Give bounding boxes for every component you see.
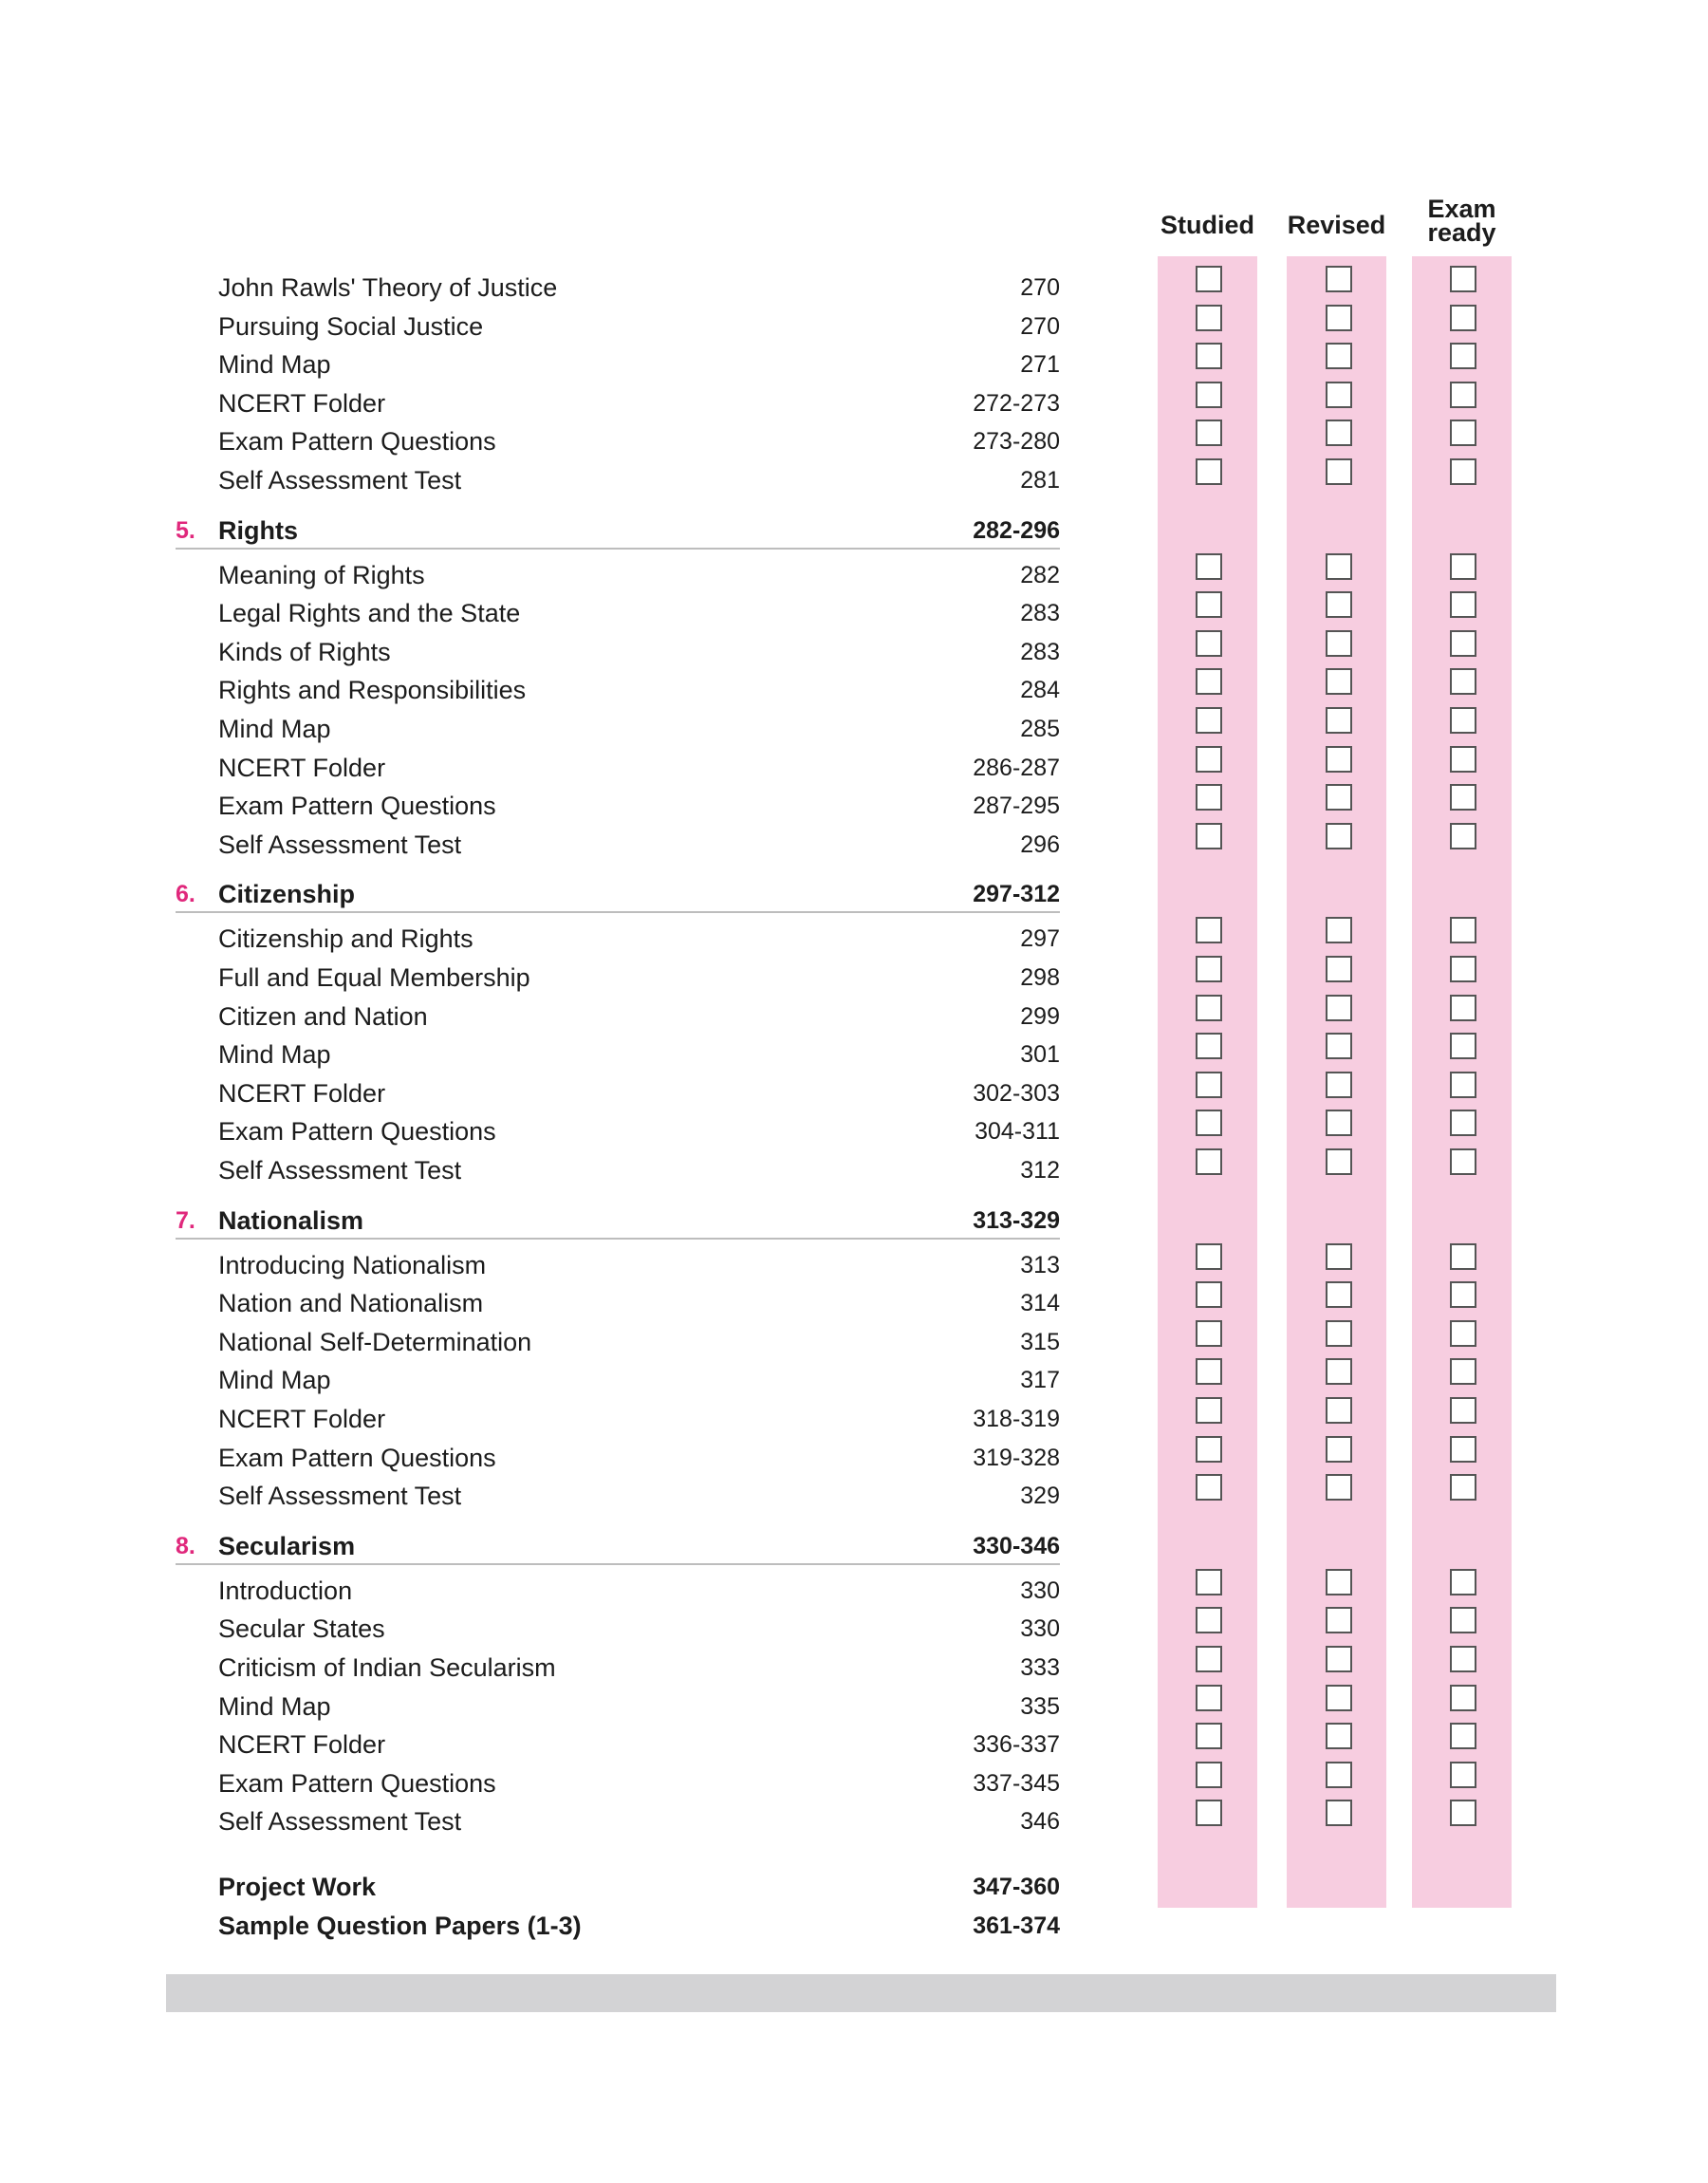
studied-checkbox[interactable] [1196, 458, 1222, 485]
revised-checkbox[interactable] [1326, 343, 1352, 369]
revised-checkbox[interactable] [1326, 591, 1352, 618]
chapter-divider [176, 1238, 1060, 1240]
studied-checkbox[interactable] [1196, 707, 1222, 734]
chapter-number: 6. [176, 881, 195, 908]
studied-checkbox[interactable] [1196, 784, 1222, 811]
exam-ready-checkbox[interactable] [1450, 1110, 1476, 1136]
page-range: 282-296 [973, 516, 1060, 544]
exam-ready-checkbox[interactable] [1450, 266, 1476, 292]
revised-checkbox[interactable] [1326, 458, 1352, 485]
page-range: 346 [1020, 1808, 1060, 1836]
chapter-number: 7. [176, 1206, 195, 1234]
toc-entry [0, 1907, 1708, 1945]
exam-ready-checkbox[interactable] [1450, 956, 1476, 982]
page-range: 329 [1020, 1483, 1060, 1510]
revised-checkbox[interactable] [1326, 784, 1352, 811]
entry-title: NCERT Folder [218, 1078, 386, 1108]
chapter-divider [176, 548, 1060, 550]
studied-checkbox[interactable] [1196, 1762, 1222, 1788]
exam-ready-checkbox[interactable] [1450, 1320, 1476, 1347]
exam-ready-checkbox[interactable] [1450, 1243, 1476, 1270]
studied-checkbox[interactable] [1196, 266, 1222, 292]
studied-checkbox[interactable] [1196, 382, 1222, 408]
entry-title: Kinds of Rights [218, 637, 391, 666]
revised-checkbox[interactable] [1326, 1607, 1352, 1633]
exam-ready-checkbox[interactable] [1450, 1397, 1476, 1424]
chapter-divider [176, 911, 1060, 913]
page-range: 284 [1020, 677, 1060, 704]
exam-ready-checkbox[interactable] [1450, 1148, 1476, 1175]
revised-checkbox[interactable] [1326, 956, 1352, 982]
studied-checkbox[interactable] [1196, 1320, 1222, 1347]
revised-checkbox[interactable] [1326, 746, 1352, 773]
page-range: 282 [1020, 561, 1060, 588]
entry-title: Exam Pattern Questions [218, 792, 496, 821]
studied-checkbox[interactable] [1196, 956, 1222, 982]
revised-checkbox[interactable] [1326, 1358, 1352, 1385]
revised-checkbox[interactable] [1326, 1569, 1352, 1595]
entry-title: Meaning of Rights [218, 560, 425, 589]
revised-checkbox[interactable] [1326, 1474, 1352, 1501]
revised-checkbox[interactable] [1326, 1436, 1352, 1463]
page-range: 315 [1020, 1328, 1060, 1355]
page-range: 285 [1020, 716, 1060, 742]
page-range: 301 [1020, 1041, 1060, 1069]
studied-checkbox[interactable] [1196, 1800, 1222, 1826]
page-range: 296 [1020, 830, 1060, 858]
exam-ready-checkbox[interactable] [1450, 1723, 1476, 1749]
exam-ready-checkbox[interactable] [1450, 668, 1476, 695]
studied-checkbox[interactable] [1196, 1569, 1222, 1595]
studied-checkbox[interactable] [1196, 1148, 1222, 1175]
page-range: 302-303 [973, 1079, 1060, 1107]
page-range: 330-346 [973, 1532, 1060, 1559]
page-range: 361-374 [973, 1912, 1060, 1939]
studied-checkbox[interactable] [1196, 1072, 1222, 1098]
exam-ready-checkbox[interactable] [1450, 420, 1476, 446]
studied-checkbox[interactable] [1196, 1474, 1222, 1501]
entry-title: Criticism of Indian Secularism [218, 1653, 556, 1682]
page-range: 330 [1020, 1577, 1060, 1604]
revised-checkbox[interactable] [1326, 1397, 1352, 1424]
entry-title: Introduction [218, 1576, 353, 1605]
toc-entry [0, 1868, 1708, 1906]
revised-checkbox[interactable] [1326, 1281, 1352, 1308]
exam-ready-checkbox[interactable] [1450, 1685, 1476, 1711]
studied-checkbox[interactable] [1196, 1646, 1222, 1672]
revised-checkbox[interactable] [1326, 668, 1352, 695]
entry-title: Self Assessment Test [218, 1482, 462, 1511]
exam-ready-checkbox[interactable] [1450, 382, 1476, 408]
studied-checkbox[interactable] [1196, 1685, 1222, 1711]
chapter-heading [0, 875, 1708, 913]
revised-checkbox[interactable] [1326, 1110, 1352, 1136]
revised-checkbox[interactable] [1326, 382, 1352, 408]
revised-checkbox[interactable] [1326, 995, 1352, 1021]
revised-checkbox[interactable] [1326, 1072, 1352, 1098]
studied-checkbox[interactable] [1196, 668, 1222, 695]
studied-checkbox[interactable] [1196, 630, 1222, 657]
revised-checkbox[interactable] [1326, 1800, 1352, 1826]
entry-title: Full and Equal Membership [218, 963, 530, 992]
chapter-divider [176, 1563, 1060, 1565]
chapter-title: Secularism [218, 1531, 356, 1560]
page-range: 297-312 [973, 881, 1060, 908]
page-range: 312 [1020, 1157, 1060, 1184]
page-range: 317 [1020, 1367, 1060, 1394]
chapter-number: 5. [176, 516, 195, 544]
footer-bar [166, 1974, 1556, 2012]
studied-checkbox[interactable] [1196, 1281, 1222, 1308]
exam-ready-checkbox[interactable] [1450, 1281, 1476, 1308]
revised-checkbox[interactable] [1326, 630, 1352, 657]
revised-checkbox[interactable] [1326, 553, 1352, 580]
studied-checkbox[interactable] [1196, 1243, 1222, 1270]
studied-checkbox[interactable] [1196, 1358, 1222, 1385]
exam-ready-checkbox[interactable] [1450, 995, 1476, 1021]
page-range: 333 [1020, 1654, 1060, 1681]
entry-title: Mind Map [218, 1040, 331, 1070]
exam-ready-checkbox[interactable] [1450, 707, 1476, 734]
page-range: 347-360 [973, 1874, 1060, 1900]
revised-checkbox[interactable] [1326, 1033, 1352, 1059]
chapter-title: Nationalism [218, 1205, 364, 1235]
revised-checkbox[interactable] [1326, 917, 1352, 943]
page-range: 313-329 [973, 1206, 1060, 1234]
revised-checkbox[interactable] [1326, 266, 1352, 292]
entry-title: Exam Pattern Questions [218, 1117, 496, 1147]
entry-title: Citizen and Nation [218, 1001, 428, 1031]
studied-checkbox[interactable] [1196, 420, 1222, 446]
entry-title: NCERT Folder [218, 1405, 386, 1433]
studied-checkbox[interactable] [1196, 1110, 1222, 1136]
page-range: 313 [1020, 1251, 1060, 1278]
chapter-heading [0, 1527, 1708, 1565]
revised-checkbox[interactable] [1326, 1243, 1352, 1270]
chapter-heading [0, 1202, 1708, 1240]
entry-title: Introducing Nationalism [218, 1250, 487, 1279]
entry-title: Exam Pattern Questions [218, 1768, 496, 1798]
entry-title: Self Assessment Test [218, 830, 462, 859]
exam-ready-checkbox[interactable] [1450, 823, 1476, 849]
entry-title: Self Assessment Test [218, 1156, 462, 1185]
exam-ready-checkbox[interactable] [1450, 746, 1476, 773]
revised-checkbox[interactable] [1326, 707, 1352, 734]
entry-title: Citizenship and Rights [218, 924, 473, 954]
chapter-number: 8. [176, 1532, 195, 1559]
page-range: 273-280 [973, 428, 1060, 456]
page-range: 304-311 [975, 1118, 1060, 1146]
exam-ready-checkbox[interactable] [1450, 1033, 1476, 1059]
entry-title: Sample Question Papers (1-3) [218, 1911, 582, 1940]
studied-checkbox[interactable] [1196, 917, 1222, 943]
entry-title: National Self-Determination [218, 1327, 532, 1356]
page-range: 286-287 [973, 754, 1060, 781]
exam-ready-checkbox[interactable] [1450, 630, 1476, 657]
page-range: 319-328 [973, 1444, 1060, 1471]
entry-title: Project Work [218, 1873, 377, 1901]
entry-title: NCERT Folder [218, 388, 386, 418]
studied-checkbox[interactable] [1196, 1397, 1222, 1424]
page-range: 283 [1020, 600, 1060, 627]
page-range: 335 [1020, 1692, 1060, 1720]
entry-title: Self Assessment Test [218, 1807, 462, 1837]
entry-title: Nation and Nationalism [218, 1289, 484, 1318]
entry-title: NCERT Folder [218, 1730, 386, 1760]
entry-title: NCERT Folder [218, 753, 386, 782]
exam-ready-checkbox[interactable] [1450, 1569, 1476, 1595]
studied-checkbox[interactable] [1196, 1723, 1222, 1749]
page-range: 318-319 [973, 1406, 1060, 1432]
studied-checkbox[interactable] [1196, 1607, 1222, 1633]
entry-title: Exam Pattern Questions [218, 1443, 496, 1472]
studied-checkbox[interactable] [1196, 343, 1222, 369]
entry-title: John Rawls' Theory of Justice [218, 273, 558, 302]
chapter-title: Rights [218, 515, 298, 545]
studied-checkbox[interactable] [1196, 823, 1222, 849]
exam-ready-checkbox[interactable] [1450, 1358, 1476, 1385]
page-range: 270 [1020, 312, 1060, 340]
page-range: 272-273 [973, 389, 1060, 417]
exam-ready-column-heading: Exam ready [1427, 195, 1496, 247]
studied-checkbox[interactable] [1196, 995, 1222, 1021]
page-range: 299 [1020, 1002, 1060, 1030]
revised-checkbox[interactable] [1326, 1320, 1352, 1347]
studied-checkbox[interactable] [1196, 746, 1222, 773]
entry-title: Mind Map [218, 715, 331, 743]
exam-ready-checkbox[interactable] [1450, 1436, 1476, 1463]
revised-checkbox[interactable] [1326, 1646, 1352, 1672]
page-range: 287-295 [973, 793, 1060, 820]
entry-title: Self Assessment Test [218, 466, 462, 494]
exam-ready-checkbox[interactable] [1450, 1607, 1476, 1633]
exam-ready-checkbox[interactable] [1450, 784, 1476, 811]
revised-checkbox[interactable] [1326, 823, 1352, 849]
revised-column-heading: Revised [1287, 211, 1386, 239]
entry-title: Secular States [218, 1614, 385, 1644]
exam-ready-checkbox[interactable] [1450, 1072, 1476, 1098]
exam-ready-checkbox[interactable] [1450, 591, 1476, 618]
page-range: 330 [1020, 1615, 1060, 1643]
page-range: 271 [1020, 351, 1060, 379]
entry-title: Pursuing Social Justice [218, 311, 484, 341]
revised-checkbox[interactable] [1326, 1762, 1352, 1788]
studied-checkbox[interactable] [1196, 1436, 1222, 1463]
exam-ready-checkbox[interactable] [1450, 1474, 1476, 1501]
revised-checkbox[interactable] [1326, 1148, 1352, 1175]
studied-checkbox[interactable] [1196, 591, 1222, 618]
exam-ready-checkbox[interactable] [1450, 343, 1476, 369]
entry-title: Rights and Responsibilities [218, 676, 527, 705]
studied-checkbox[interactable] [1196, 1033, 1222, 1059]
page-range: 297 [1020, 925, 1060, 953]
exam-ready-checkbox[interactable] [1450, 1762, 1476, 1788]
page-range: 281 [1020, 467, 1060, 494]
page-range: 270 [1020, 274, 1060, 301]
page-range: 337-345 [973, 1769, 1060, 1797]
page-range: 298 [1020, 964, 1060, 991]
exam-ready-checkbox[interactable] [1450, 305, 1476, 331]
page-range: 314 [1020, 1290, 1060, 1317]
revised-checkbox[interactable] [1326, 420, 1352, 446]
revised-checkbox[interactable] [1326, 305, 1352, 331]
studied-checkbox[interactable] [1196, 305, 1222, 331]
studied-checkbox[interactable] [1196, 553, 1222, 580]
revised-checkbox[interactable] [1326, 1685, 1352, 1711]
entry-title: Legal Rights and the State [218, 599, 521, 628]
page-range: 283 [1020, 638, 1060, 665]
entry-title: Mind Map [218, 1691, 331, 1721]
entry-title: Exam Pattern Questions [218, 427, 496, 457]
chapter-title: Citizenship [218, 880, 356, 909]
entry-title: Mind Map [218, 350, 331, 380]
exam-ready-checkbox[interactable] [1450, 458, 1476, 485]
exam-ready-checkbox[interactable] [1450, 917, 1476, 943]
chapter-heading [0, 512, 1708, 550]
revised-checkbox[interactable] [1326, 1723, 1352, 1749]
page-range: 336-337 [973, 1731, 1060, 1759]
studied-column-heading: Studied [1160, 211, 1254, 239]
exam-ready-checkbox[interactable] [1450, 1646, 1476, 1672]
exam-ready-checkbox[interactable] [1450, 1800, 1476, 1826]
entry-title: Mind Map [218, 1366, 331, 1395]
exam-ready-checkbox[interactable] [1450, 553, 1476, 580]
